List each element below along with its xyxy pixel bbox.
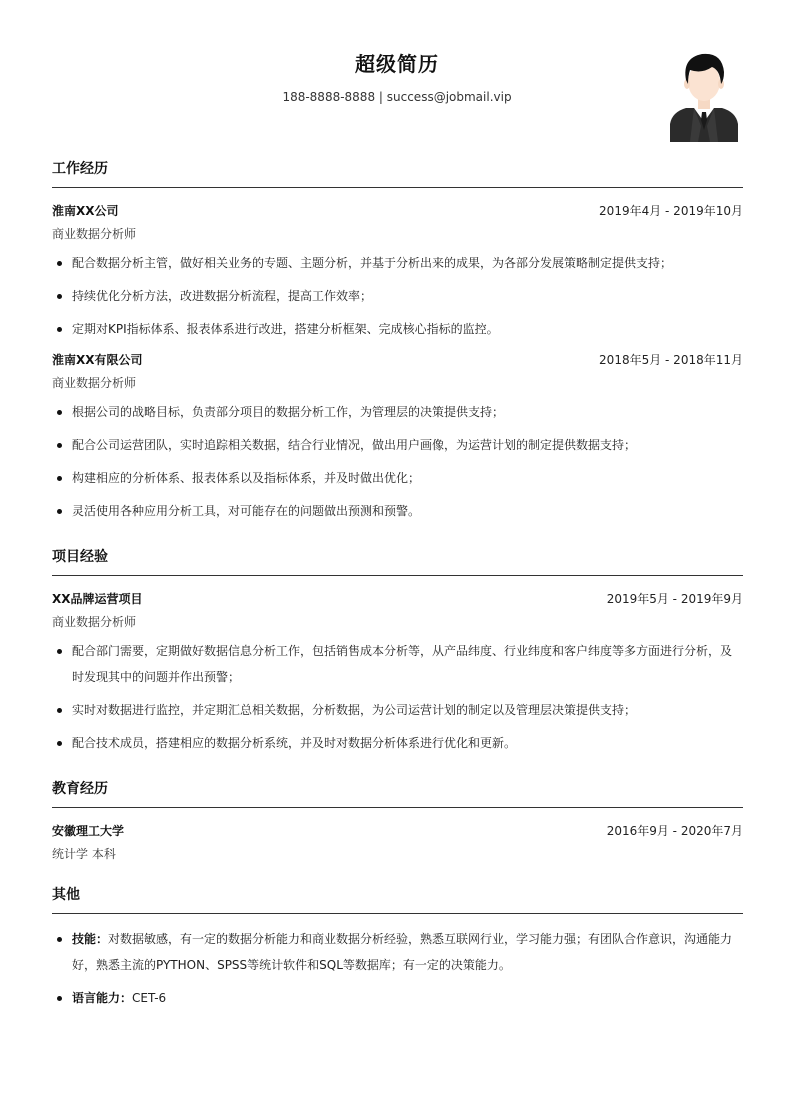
entry-date: 2016年9月 - 2020年7月 xyxy=(606,823,743,838)
resume-name: 超级简历 xyxy=(355,52,439,76)
education-section xyxy=(52,778,743,862)
other-section xyxy=(52,884,743,1011)
skills-text: 对数据敏感，有一定的数据分析能力和商业数据分析经验，熟悉互联网行业，学习能力强；有团队合作意识，沟通能力好，熟悉主流的PYTHON、SPSS等统计软件和SQL等数据库；有一定的决策能力。 xyxy=(72,932,733,972)
list-item: 持续优化分析方法，改进数据分析流程，提高工作效率； xyxy=(52,283,743,309)
list-item xyxy=(52,985,743,1011)
skills-label: 技能： xyxy=(72,932,109,946)
work-entry xyxy=(52,349,743,524)
entry-organization: 淮南XX有限公司 xyxy=(52,352,143,367)
resume-body xyxy=(52,158,743,1033)
list-item: 构建相应的分析体系、报表体系以及指标体系，并及时做出优化； xyxy=(52,465,743,491)
section-title-projects: 项目经验 xyxy=(52,546,743,576)
bullet-list xyxy=(52,250,743,342)
list-item xyxy=(52,926,743,978)
language-text: CET-6 xyxy=(132,991,167,1005)
project-section xyxy=(52,546,743,756)
entry-role: 商业数据分析师 xyxy=(52,376,137,390)
section-title-education: 教育经历 xyxy=(52,778,743,808)
entry-organization: XX品牌运营项目 xyxy=(52,591,143,606)
contact-info: 188-8888-8888 | success@jobmail.vip xyxy=(282,90,512,104)
list-item: 灵活使用各种应用分析工具，对可能存在的问题做出预测和预警。 xyxy=(52,498,743,524)
entry-head xyxy=(52,820,743,840)
list-item: 配合公司运营团队，实时追踪相关数据，结合行业情况，做出用户画像，为运营计划的制定提供数据支持； xyxy=(52,432,743,458)
entry-head xyxy=(52,200,743,220)
entry-organization: 安徽理工大学 xyxy=(52,823,125,838)
list-item: 定期对KPI指标体系、报表体系进行改进，搭建分析框架、完成核心指标的监控。 xyxy=(52,316,743,342)
list-item: 实时对数据进行监控，并定期汇总相关数据，分析数据，为公司运营计划的制定以及管理层决策提供支持； xyxy=(52,697,743,723)
entry-head xyxy=(52,588,743,608)
list-item: 配合数据分析主管，做好相关业务的专题、主题分析，并基于分析出来的成果，为各部分发展策略制定提供支持； xyxy=(52,250,743,276)
bullet-list xyxy=(52,926,743,1011)
language-label: 语言能力： xyxy=(72,991,133,1005)
work-section xyxy=(52,158,743,524)
entry-date: 2018年5月 - 2018年11月 xyxy=(599,352,743,367)
avatar xyxy=(668,50,740,142)
section-title-other: 其他 xyxy=(52,884,743,914)
list-item: 根据公司的战略目标，负责部分项目的数据分析工作，为管理层的决策提供支持； xyxy=(52,399,743,425)
entry-degree: 统计学 本科 xyxy=(52,847,116,861)
section-title-work: 工作经历 xyxy=(52,158,743,188)
work-entry xyxy=(52,200,743,342)
project-entry xyxy=(52,588,743,756)
entry-date: 2019年4月 - 2019年10月 xyxy=(599,203,743,218)
entry-head xyxy=(52,349,743,369)
entry-date: 2019年5月 - 2019年9月 xyxy=(606,591,743,606)
entry-role: 商业数据分析师 xyxy=(52,227,137,241)
list-item: 配合技术成员，搭建相应的数据分析系统，并及时对数据分析体系进行优化和更新。 xyxy=(52,730,743,756)
bullet-list xyxy=(52,399,743,524)
education-entry xyxy=(52,820,743,862)
bullet-list xyxy=(52,638,743,756)
list-item: 配合部门需要，定期做好数据信息分析工作，包括销售成本分析等，从产品纬度、行业纬度和客户纬度等多方面进行分析，及时发现其中的问题并作出预警； xyxy=(52,638,743,690)
entry-organization: 淮南XX公司 xyxy=(52,203,119,218)
entry-role: 商业数据分析师 xyxy=(52,615,137,629)
